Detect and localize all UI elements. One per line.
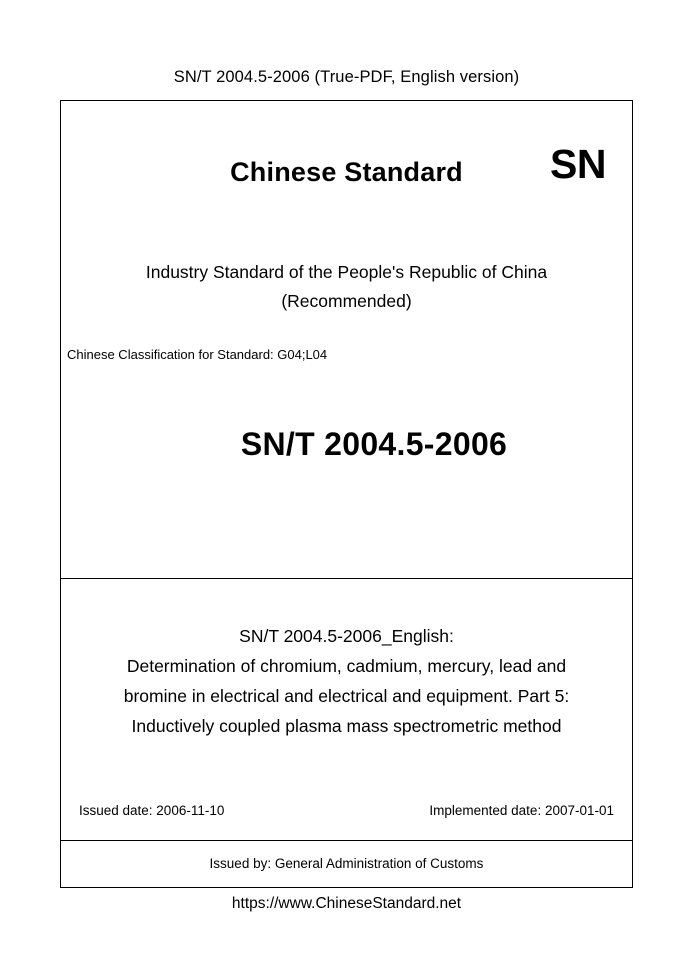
cover-upper-section bbox=[61, 101, 632, 579]
english-title-line-2: Determination of chromium, cadmium, mercury, lead and bbox=[126, 656, 567, 676]
standard-number: SN/T 2004.5-2006 bbox=[240, 426, 508, 462]
cover-subtitle-line-2: (Recommended) bbox=[281, 291, 412, 311]
cover-subtitle-line-1: Industry Standard of the People's Republic of China bbox=[145, 262, 548, 282]
implemented-date: Implemented date: 2007-01-01 bbox=[429, 803, 614, 818]
english-title-line-4: Inductively coupled plasma mass spectrometric method bbox=[131, 716, 562, 736]
issued-date: Issued date: 2006-11-10 bbox=[79, 803, 225, 818]
standard-cover-box bbox=[60, 100, 633, 888]
english-title-block bbox=[61, 621, 632, 741]
classification-code: Chinese Classification for Standard: G04;L04 bbox=[67, 347, 328, 362]
english-title-line-1: SN/T 2004.5-2006_English: bbox=[239, 626, 454, 646]
page-header-caption: SN/T 2004.5-2006 (True-PDF, English version) bbox=[173, 68, 520, 86]
sn-logo-mark: SN bbox=[550, 141, 606, 187]
cover-lower-section bbox=[61, 579, 632, 841]
footer-website-url[interactable]: https://www.ChineseStandard.net bbox=[231, 895, 462, 912]
dates-row bbox=[61, 803, 632, 818]
cover-title: Chinese Standard bbox=[230, 157, 463, 187]
cover-subtitle bbox=[61, 258, 632, 316]
issued-by-line: Issued by: General Administration of Customs bbox=[209, 856, 484, 871]
english-title-line-3: bromine in electrical and electrical and equipment. Part 5: bbox=[123, 686, 570, 706]
